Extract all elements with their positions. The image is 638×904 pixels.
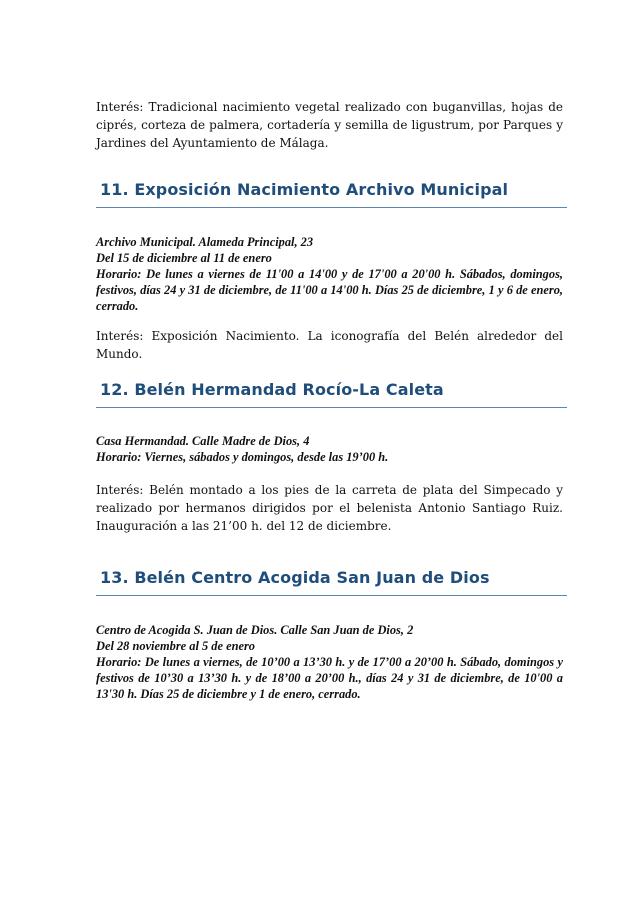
section-11-location: Archivo Municipal. Alameda Principal, 23 [96, 235, 314, 249]
intro-interest-paragraph: Interés: Tradicional nacimiento vegetal realizado con buganvillas, hojas de ciprés, corteza de palmera, cortadería y semilla de ligustrum, por Parques y Jardines del Ayuntamiento de Málaga. [96, 100, 563, 150]
section-11-schedule: Horario: De lunes a viernes de 11'00 a 14'00 y de 17'00 a 20'00 h. Sábados, domingos, festivos, días 24 y 31 de diciembre, de 11'00 a 14'00 h. Días 25 de diciembre, 1 y 6 de enero, cerrado. [96, 267, 563, 313]
section-12-location: Casa Hermandad. Calle Madre de Dios, 4 [96, 434, 310, 448]
section-12-interest-paragraph: Interés: Belén montado a los pies de la carreta de plata del Simpecado y realizado por hermanos dirigidos por el belenista Antonio Santiago Ruiz. Inauguración a las 21’00 h. del 12 de diciembre. [96, 483, 563, 533]
section-heading-12: 12. Belén Hermandad Rocío-La Caleta [96, 380, 567, 408]
section-13-dates: Del 28 noviembre al 5 de enero [96, 639, 255, 653]
section-11-dates: Del 15 de diciembre al 11 de enero [96, 251, 272, 265]
section-11-details [96, 234, 563, 314]
section-12-details [96, 433, 563, 465]
section-heading-13: 13. Belén Centro Acogida San Juan de Dios [96, 568, 567, 596]
section-heading-11: 11. Exposición Nacimiento Archivo Municipal [96, 180, 567, 208]
section-12-schedule: Horario: Viernes, sábados y domingos, desde las 19’00 h. [96, 450, 389, 464]
section-13-details [96, 622, 563, 702]
section-11-interest-paragraph: Interés: Exposición Nacimiento. La iconografía del Belén alrededor del Mundo. [96, 329, 563, 361]
section-13-location: Centro de Acogida S. Juan de Dios. Calle San Juan de Dios, 2 [96, 623, 414, 637]
section-13-schedule: Horario: De lunes a viernes, de 10’00 a 13’30 h. y de 17’00 a 20’00 h. Sábado, domingos y festivos de 10’30 a 13’30 h. y de 18’00 a 20’00 h., días 24 y 31 de diciembre, de 10'00 a 13'30 h. Días 25 de diciembre y 1 de enero, cerrado. [96, 655, 563, 701]
